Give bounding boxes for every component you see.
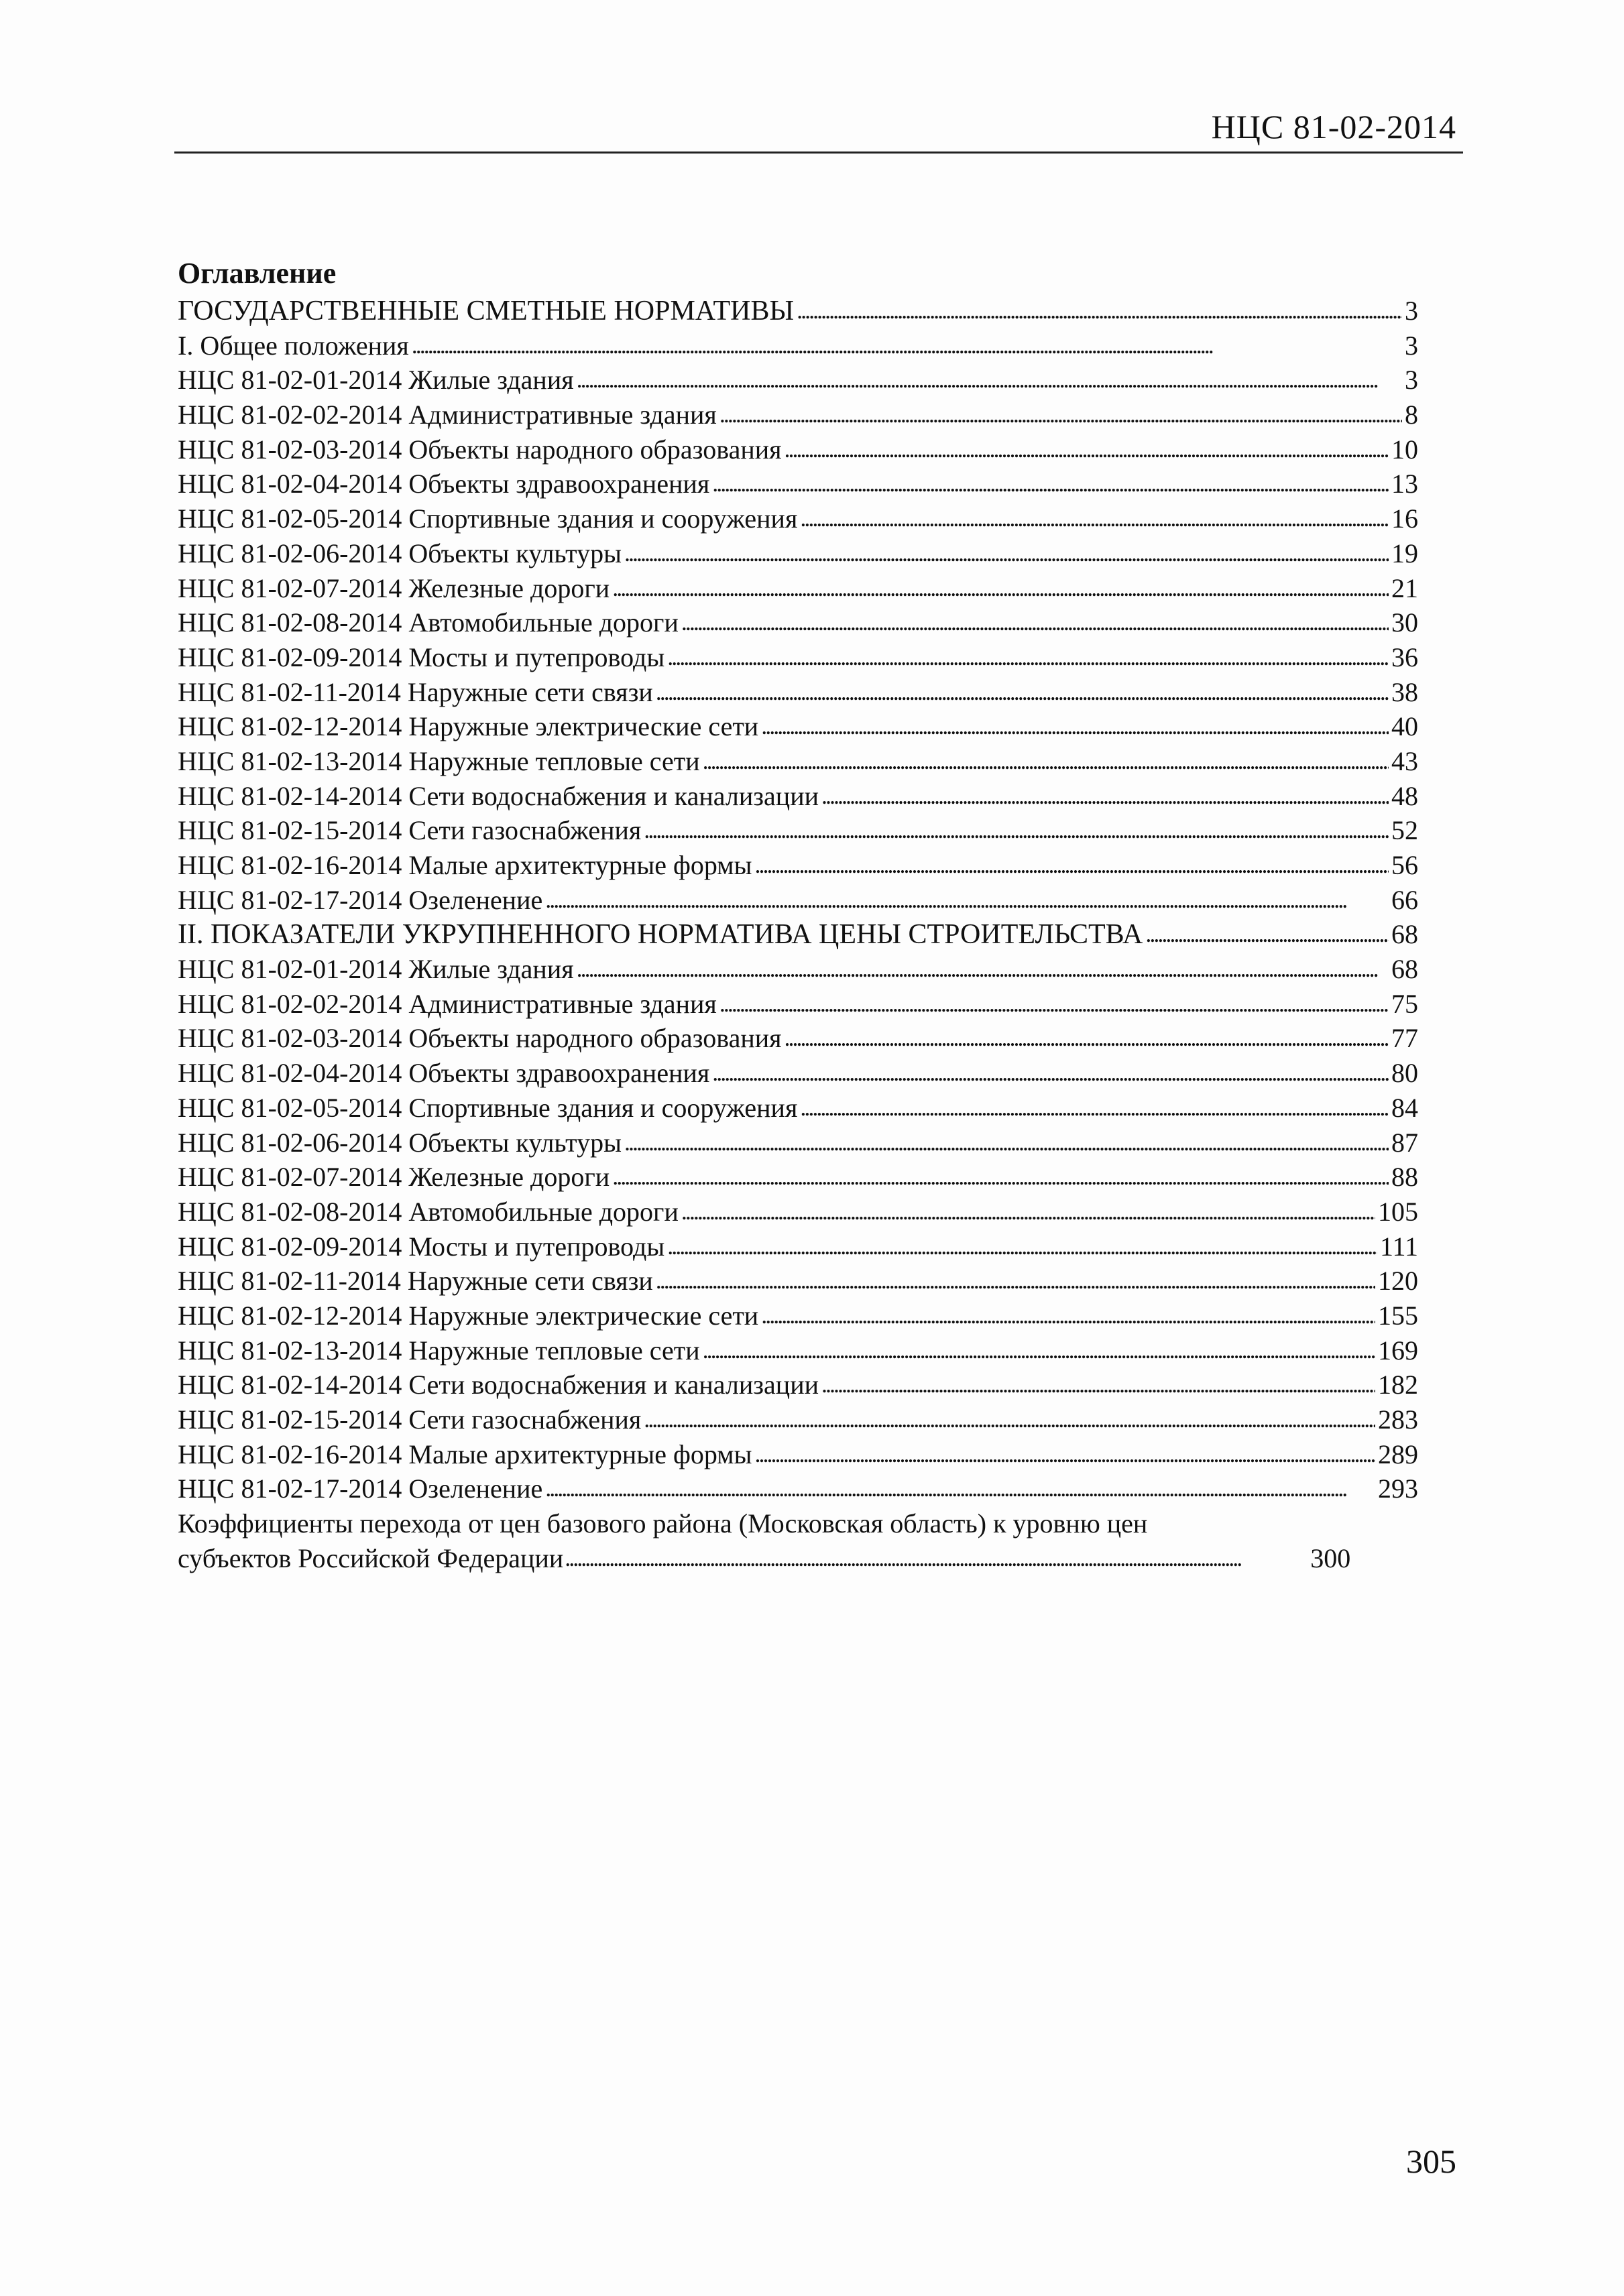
toc-entry-label: НЦС 81-02-01-2014 Жилые здания — [178, 365, 574, 396]
toc-entry[interactable] — [178, 1298, 1418, 1333]
toc-entry-label: НЦС 81-02-08-2014 Автомобильные дороги — [178, 1196, 679, 1227]
toc-leader-dots — [785, 1021, 1389, 1056]
toc-entry[interactable] — [178, 675, 1418, 710]
toc-page-number: 84 — [1391, 1092, 1418, 1123]
toc-entry-label: НЦС 81-02-11-2014 Наружные сети связи — [178, 676, 653, 707]
toc-leader-dots — [821, 1368, 1375, 1402]
toc-entry-label: НЦС 81-02-05-2014 Спортивные здания и сооружения — [178, 503, 798, 534]
toc-entry-label: НЦС 81-02-02-2014 Административные здания — [178, 400, 717, 430]
toc-entry[interactable] — [178, 1021, 1418, 1056]
toc-leader-dots — [761, 1298, 1375, 1333]
toc-leader-dots — [719, 398, 1402, 432]
toc-entry[interactable] — [178, 709, 1418, 744]
toc-leader-dots — [800, 501, 1389, 536]
toc-leader-dots — [577, 363, 1402, 398]
toc-page-number: 40 — [1391, 711, 1418, 742]
toc-entry[interactable] — [178, 779, 1418, 814]
toc-leader-dots — [754, 848, 1389, 883]
toc-page-number: 13 — [1391, 469, 1418, 499]
table-of-contents — [178, 255, 1418, 1577]
toc-entry-label: НЦС 81-02-11-2014 Наружные сети связи — [178, 1266, 653, 1296]
toc-entry-label: НЦС 81-02-05-2014 Спортивные здания и сооружения — [178, 1092, 798, 1123]
toc-entry-label: НЦС 81-02-13-2014 Наружные тепловые сети — [178, 745, 700, 776]
toc-page-number: 36 — [1391, 642, 1418, 672]
toc-leader-dots — [624, 536, 1389, 571]
toc-entry-label: ГОСУДАРСТВЕННЫЕ СМЕТНЫЕ НОРМАТИВЫ — [178, 296, 795, 326]
toc-entry[interactable] — [178, 848, 1418, 883]
toc-entry[interactable] — [178, 1368, 1418, 1402]
toc-entry-label: НЦС 81-02-08-2014 Автомобильные дороги — [178, 607, 679, 638]
toc-final-entry-line2 — [178, 1541, 1418, 1577]
toc-leader-dots — [703, 1333, 1375, 1368]
toc-page-number: 66 — [1391, 884, 1418, 915]
toc-entry-label: НЦС 81-02-09-2014 Мосты и путепроводы — [178, 1231, 665, 1262]
toc-entry-label: II. ПОКАЗАТЕЛИ УКРУПНЕННОГО НОРМАТИВА ЦЕНЫ СТРОИТЕЛЬСТВА — [178, 919, 1143, 951]
toc-entry[interactable] — [178, 501, 1418, 536]
toc-page-number: 10 — [1391, 434, 1418, 465]
toc-leader-dots — [412, 328, 1402, 363]
toc-leader-dots — [644, 1402, 1375, 1437]
toc-leader-dots — [681, 605, 1389, 640]
toc-entry-label: НЦС 81-02-07-2014 Железные дороги — [178, 1162, 610, 1193]
toc-entry[interactable] — [178, 883, 1418, 918]
toc-page-number: 68 — [1391, 954, 1418, 985]
page-number: 305 — [1406, 2142, 1456, 2180]
toc-page-number: 88 — [1391, 1162, 1418, 1193]
toc-leader-dots — [545, 1471, 1375, 1506]
toc-entry[interactable] — [178, 432, 1418, 467]
toc-leader-dots — [577, 952, 1389, 987]
toc-leader-dots — [785, 432, 1389, 467]
toc-entry-label: НЦС 81-02-03-2014 Объекты народного образования — [178, 1023, 782, 1054]
toc-leader-dots — [667, 640, 1389, 675]
toc-title: Оглавление — [178, 257, 337, 290]
toc-entry[interactable] — [178, 813, 1418, 848]
toc-leader-dots — [797, 294, 1402, 328]
toc-entry-label: НЦС 81-02-02-2014 Административные здания — [178, 988, 717, 1019]
document-code-header: НЦС 81-02-2014 — [1211, 108, 1456, 145]
toc-entry[interactable] — [178, 536, 1418, 571]
toc-page-number: 21 — [1391, 572, 1418, 603]
toc-entry-label: НЦС 81-02-14-2014 Сети водоснабжения и канализации — [178, 1370, 819, 1400]
toc-entry[interactable] — [178, 1333, 1418, 1368]
toc-page-number: 43 — [1391, 745, 1418, 776]
toc-leader-dots — [703, 744, 1389, 779]
toc-page-number: 38 — [1391, 676, 1418, 707]
toc-page-number: 52 — [1391, 815, 1418, 846]
toc-entry[interactable] — [178, 571, 1418, 606]
toc-entry[interactable] — [178, 363, 1418, 398]
toc-page-number: 56 — [1391, 850, 1418, 880]
toc-leader-dots — [545, 883, 1389, 918]
toc-page-number: 111 — [1379, 1231, 1418, 1262]
toc-entry[interactable] — [178, 1471, 1418, 1506]
toc-entry[interactable] — [178, 1091, 1418, 1126]
toc-entry-label: НЦС 81-02-17-2014 Озеленение — [178, 884, 543, 915]
toc-page-number: 155 — [1378, 1300, 1418, 1331]
toc-leader-dots — [754, 1437, 1375, 1472]
toc-leader-dots — [1145, 917, 1389, 952]
toc-entry[interactable] — [178, 398, 1418, 432]
toc-entry[interactable] — [178, 1264, 1418, 1298]
toc-entry[interactable] — [178, 1195, 1418, 1229]
toc-entry-label: НЦС 81-02-15-2014 Сети газоснабжения — [178, 815, 642, 846]
toc-leader-dots — [821, 779, 1389, 814]
toc-list — [178, 294, 1418, 1506]
toc-page-number: 68 — [1391, 919, 1418, 950]
toc-leader-dots — [681, 1195, 1375, 1229]
toc-page-number: 30 — [1391, 607, 1418, 638]
toc-entry-label: НЦС 81-02-07-2014 Железные дороги — [178, 572, 610, 603]
toc-entry[interactable] — [178, 328, 1418, 363]
toc-entry[interactable] — [178, 1056, 1418, 1091]
toc-leader-dots — [656, 1264, 1375, 1298]
toc-page-number: 3 — [1405, 365, 1418, 396]
header-divider — [174, 152, 1463, 154]
toc-entry[interactable] — [178, 294, 1418, 328]
toc-leader-dots — [800, 1091, 1389, 1126]
toc-entry[interactable] — [178, 744, 1418, 779]
toc-entry[interactable] — [178, 1437, 1418, 1472]
toc-page-number: 16 — [1391, 503, 1418, 534]
toc-entry[interactable] — [178, 640, 1418, 675]
toc-entry-label: НЦС 81-02-12-2014 Наружные электрические сети — [178, 711, 759, 742]
toc-entry-label: НЦС 81-02-15-2014 Сети газоснабжения — [178, 1404, 642, 1435]
toc-entry-label: НЦС 81-02-13-2014 Наружные тепловые сети — [178, 1335, 700, 1366]
toc-entry[interactable] — [178, 605, 1418, 640]
toc-entry-label: НЦС 81-02-17-2014 Озеленение — [178, 1473, 543, 1504]
toc-page-number: 75 — [1391, 988, 1418, 1019]
toc-entry-label: НЦС 81-02-01-2014 Жилые здания — [178, 954, 574, 985]
toc-page-number: 77 — [1391, 1023, 1418, 1054]
toc-page-number: 289 — [1378, 1439, 1418, 1469]
toc-page-number: 48 — [1391, 780, 1418, 811]
toc-entry[interactable] — [178, 917, 1418, 952]
toc-leader-dots — [656, 675, 1389, 710]
toc-entry-label: НЦС 81-02-16-2014 Малые архитектурные формы — [178, 850, 752, 880]
toc-entry-label: НЦС 81-02-06-2014 Объекты культуры — [178, 1127, 622, 1158]
toc-leader-dots — [565, 1541, 1309, 1575]
toc-entry[interactable] — [178, 1229, 1418, 1264]
toc-page-number: 169 — [1378, 1335, 1418, 1366]
toc-page-number: 293 — [1378, 1473, 1418, 1504]
toc-final-entry-label: субъектов Российской Федерации — [178, 1543, 564, 1574]
toc-page-number: 3 — [1405, 296, 1418, 326]
toc-entry-label: НЦС 81-02-04-2014 Объекты здравоохранения — [178, 469, 710, 499]
toc-entry-label: НЦС 81-02-12-2014 Наружные электрические сети — [178, 1300, 759, 1331]
toc-entry-label: НЦС 81-02-14-2014 Сети водоснабжения и канализации — [178, 780, 819, 811]
toc-entry[interactable] — [178, 987, 1418, 1022]
toc-entry[interactable] — [178, 1402, 1418, 1437]
toc-leader-dots — [667, 1229, 1377, 1264]
toc-entry-label: НЦС 81-02-04-2014 Объекты здравоохранения — [178, 1058, 710, 1089]
toc-entry-label: I. Общее положения — [178, 330, 409, 361]
toc-leader-dots — [624, 1126, 1389, 1160]
toc-entry[interactable] — [178, 952, 1418, 987]
toc-page-number: 120 — [1378, 1266, 1418, 1296]
toc-leader-dots — [712, 467, 1389, 501]
toc-leader-dots — [612, 571, 1389, 606]
toc-leader-dots — [644, 813, 1389, 848]
toc-entry-label: НЦС 81-02-06-2014 Объекты культуры — [178, 538, 622, 568]
toc-page-number: 283 — [1378, 1404, 1418, 1435]
toc-page-number: 87 — [1391, 1127, 1418, 1158]
toc-page-number: 80 — [1391, 1058, 1418, 1089]
toc-entry[interactable] — [178, 1126, 1418, 1160]
toc-entry-label: НЦС 81-02-09-2014 Мосты и путепроводы — [178, 642, 665, 672]
toc-page-number: 182 — [1378, 1370, 1418, 1400]
toc-page-number: 8 — [1405, 400, 1418, 430]
toc-final-entry-line1: Коэффициенты перехода от цен базового района (Московская область) к уровню цен — [178, 1508, 1148, 1539]
toc-leader-dots — [761, 709, 1389, 744]
toc-entry-label: НЦС 81-02-03-2014 Объекты народного образования — [178, 434, 782, 465]
toc-leader-dots — [712, 1056, 1389, 1091]
toc-entry-label: НЦС 81-02-16-2014 Малые архитектурные формы — [178, 1439, 752, 1469]
toc-page-number: 3 — [1405, 330, 1418, 361]
toc-final-entry[interactable] — [178, 1506, 1418, 1577]
toc-page-number: 105 — [1378, 1196, 1418, 1227]
toc-page-number: 19 — [1391, 538, 1418, 568]
toc-entry[interactable] — [178, 1160, 1418, 1195]
toc-entry[interactable] — [178, 467, 1418, 501]
toc-leader-dots — [719, 987, 1389, 1022]
toc-page-number: 300 — [1310, 1543, 1351, 1574]
toc-leader-dots — [612, 1160, 1389, 1195]
